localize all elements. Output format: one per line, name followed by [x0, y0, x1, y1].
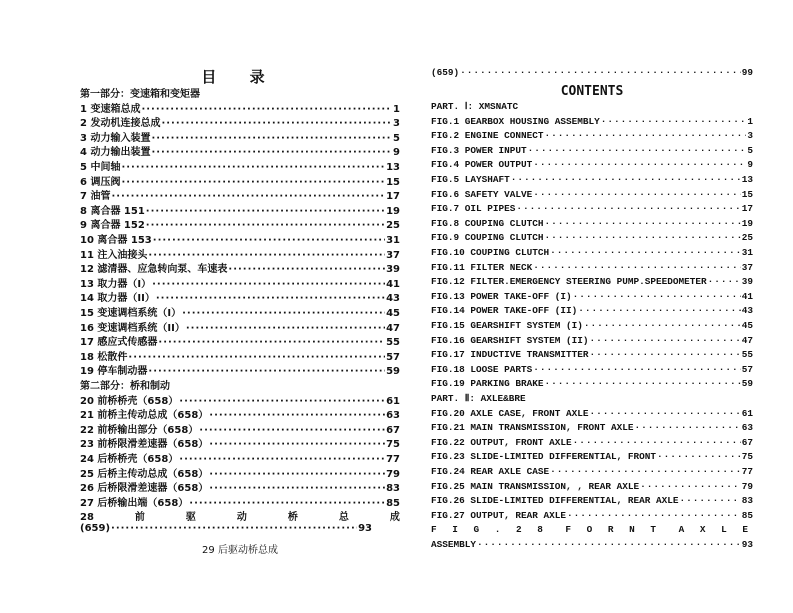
dot-leader [151, 147, 392, 158]
entry-title: 25 后桥主传动总成（658） [80, 468, 209, 480]
entry-page: 31 [386, 235, 400, 246]
dot-leader [228, 264, 385, 275]
entry-title: FIG.22 OUTPUT, FRONT AXLE [431, 436, 572, 448]
entry-title: 13 取力器（I） [80, 278, 152, 290]
entry-title-part: 驱 [185, 512, 196, 523]
entry-page: 17 [386, 191, 400, 202]
dot-leader [199, 425, 385, 436]
dot-leader [533, 159, 746, 170]
entry-page: 57 [741, 363, 753, 375]
entry-title-part: 前 [134, 512, 145, 523]
dot-leader [209, 469, 385, 480]
entry-page: 63 [386, 410, 400, 421]
toc-entry[interactable] [80, 421, 400, 436]
entry-title: FIG.6 SAFETY VALVE [431, 188, 533, 200]
entry-page: 1 [393, 103, 400, 115]
dot-leader [156, 293, 385, 304]
toc-entry-fig28[interactable] [431, 524, 753, 539]
entry-page: 43 [741, 305, 753, 317]
entry-page: 45 [741, 320, 753, 331]
entry-page: 13 [741, 174, 753, 185]
entry-page: 9 [393, 147, 400, 158]
toc-entry[interactable] [431, 159, 753, 174]
toc-entry[interactable] [431, 276, 753, 291]
toc-entry[interactable] [431, 349, 753, 364]
dot-leader [567, 510, 741, 521]
entry-title: 20 前桥桥壳（658） [80, 395, 179, 407]
entry-page: 25 [386, 220, 400, 231]
toc-entry[interactable] [431, 422, 753, 437]
entry-page: 47 [386, 322, 400, 334]
toc-entry[interactable] [431, 481, 753, 496]
entry-title: FIG.8 COUPING CLUTCH [431, 217, 544, 229]
entry-page: 55 [741, 349, 753, 361]
entry-title: 6 调压阀 [80, 176, 121, 188]
entry-title: FIG.27 OUTPUT, REAR AXLE [431, 509, 567, 521]
dot-leader [128, 352, 385, 363]
toc-entry[interactable] [431, 291, 753, 306]
dot-leader [528, 145, 747, 156]
entry-title: FIG.5 LAYSHAFT [431, 174, 510, 185]
toc-entry[interactable] [80, 129, 400, 144]
toc-entry[interactable] [431, 451, 753, 466]
entry-title-part: 总 [338, 512, 349, 523]
toc-entry[interactable] [431, 189, 753, 204]
entry-title: 1 变速箱总成 [80, 103, 141, 115]
entry-page: 39 [741, 276, 753, 288]
entry-title: FIG.20 AXLE CASE, FRONT AXLE [431, 407, 589, 419]
dot-leader [511, 174, 741, 185]
toc-entry[interactable] [80, 494, 400, 509]
dot-leader [186, 323, 385, 334]
entry-title: FIG.23 SLIDE-LIMITED DIFFERENTIAL, FRONT [431, 451, 657, 463]
entry-title: 15 变速调档系统（I） [80, 308, 182, 319]
entry-title-part: F I G . 2 8 [431, 524, 548, 536]
entry-title: 8 离合器 151 [80, 205, 145, 217]
entry-title: 12 滤清器、应急转向泵、车速表 [80, 264, 228, 275]
dot-leader [590, 335, 741, 346]
dot-leader [148, 366, 385, 377]
entry-title: FIG.16 GEARSHIFT SYSTEM (II) [431, 334, 589, 346]
toc-title-english: CONTENTS [560, 84, 624, 99]
dot-leader [545, 130, 747, 141]
dot-leader [189, 498, 385, 509]
toc-entry-659-rear[interactable] [431, 67, 753, 82]
entry-title: FIG.10 COUPING CLUTCH [431, 247, 550, 258]
entry-page: 5 [393, 132, 400, 144]
entry-page: 13 [386, 162, 400, 173]
entry-title: 3 动力输入装置 [80, 132, 151, 144]
toc-entry[interactable] [80, 435, 400, 450]
entry-title: FIG.12 FILTER.EMERGENCY STEERING PUMP.SPEEDOMETER [431, 276, 707, 288]
entry-title: FIG.13 POWER TAKE-OFF (I) [431, 290, 572, 302]
entry-title: FIG.19 PARKING BRAKE [431, 378, 544, 390]
entry-page: 5 [747, 144, 753, 156]
entry-title: 16 变速调档系统（II） [80, 322, 185, 334]
dot-leader [146, 220, 385, 231]
entry-page: 57 [386, 351, 400, 363]
dot-leader [158, 337, 385, 348]
entry-title: FIG.14 POWER TAKE-OFF (II) [431, 305, 578, 317]
entry-page: 63 [741, 422, 753, 434]
toc-entry[interactable] [431, 408, 753, 423]
entry-title-part: 成 [389, 512, 400, 523]
entry-title: PART. Ⅰ: XMSNATC [431, 101, 519, 112]
toc-entry[interactable] [80, 348, 400, 363]
entry-title: FIG.9 COUPING CLUTCH [431, 232, 544, 244]
entry-title: FIG.11 FILTER NECK [431, 261, 533, 273]
dot-leader [635, 422, 741, 433]
entry-page: 15 [741, 188, 753, 200]
entry-title-part: F O R N T [565, 524, 662, 536]
entry-title: FIG.4 POWER OUTPUT [431, 159, 533, 171]
entry-title: FIG.2 ENGINE CONNECT [431, 130, 544, 142]
toc-entry[interactable] [80, 202, 400, 217]
toc-entry[interactable] [431, 218, 753, 233]
entry-title: FIG.1 GEARBOX HOUSING ASSEMBLY [431, 115, 600, 127]
part-heading [80, 85, 400, 100]
entry-page: 75 [386, 439, 400, 450]
entry-title: ASSEMBLY [431, 539, 477, 550]
entry-title: 14 取力器（II） [80, 293, 155, 304]
entry-page: 77 [741, 466, 753, 477]
entry-title: 第二部分：桥和制动 [80, 381, 170, 392]
dot-leader [545, 218, 741, 229]
dot-leader [640, 481, 741, 492]
dot-leader [545, 378, 741, 389]
toc-entry[interactable] [80, 231, 400, 246]
toc-entry[interactable] [80, 362, 400, 377]
toc-entry[interactable] [431, 466, 753, 481]
toc-entry[interactable] [80, 275, 400, 290]
entry-title: FIG.7 OIL PIPES [431, 203, 516, 215]
entry-title: FIG.15 GEARSHIFT SYSTEM (I) [431, 320, 583, 331]
entry-page: 67 [386, 424, 400, 436]
entry-title: FIG.24 REAR AXLE CASE [431, 466, 550, 477]
entry-page: 17 [741, 203, 753, 215]
toc-entry[interactable] [431, 320, 753, 335]
entry-title: FIG.18 LOOSE PARTS [431, 363, 533, 375]
entry-page: 3 [747, 130, 753, 142]
entry-page: 25 [741, 232, 753, 244]
toc-entry[interactable] [80, 479, 400, 494]
dot-leader [657, 451, 741, 462]
part-heading [431, 393, 753, 408]
entry-page: 61 [386, 395, 400, 407]
dot-leader [590, 408, 741, 419]
entry-page: 3 [393, 118, 400, 129]
toc-entry[interactable] [80, 114, 400, 129]
dot-leader [209, 410, 385, 421]
entry-title: 23 前桥限滑差速器（658） [80, 439, 209, 450]
entry-page: 19 [741, 217, 753, 229]
toc-entry[interactable] [431, 116, 753, 131]
entry-title: FIG.26 SLIDE-LIMITED DIFFERENTIAL, REAR AXLE [431, 495, 679, 507]
toc-entry[interactable] [431, 335, 753, 350]
toc-entry[interactable] [431, 364, 753, 379]
dot-leader [111, 191, 385, 202]
entry-page: 37 [386, 249, 400, 261]
entry-page: 19 [386, 205, 400, 217]
dot-leader [533, 364, 740, 375]
dot-leader [161, 118, 392, 129]
dot-leader [153, 235, 385, 246]
dot-leader [680, 495, 741, 506]
dot-leader [601, 116, 747, 127]
toc-entry[interactable] [431, 130, 753, 145]
toc-entry[interactable] [80, 333, 400, 348]
toc-entry[interactable] [431, 262, 753, 277]
entry-page: 31 [741, 247, 753, 258]
dot-leader [533, 262, 740, 273]
dot-leader [209, 483, 385, 494]
toc-entry[interactable] [431, 203, 753, 218]
dot-leader [573, 437, 741, 448]
entry-page: 85 [386, 497, 400, 509]
dot-leader [179, 396, 385, 407]
entry-title: 11 注入油接头 [80, 249, 148, 261]
toc-entry[interactable] [431, 232, 753, 247]
entry-title: FIG.21 MAIN TRANSMISSION, FRONT AXLE [431, 422, 634, 434]
entry-page: 93 [741, 539, 753, 550]
toc-entry[interactable] [80, 143, 400, 158]
entry-page: 61 [741, 407, 753, 419]
entry-title: 10 离合器 153 [80, 235, 152, 246]
entry-page: 79 [741, 480, 753, 492]
dot-leader [141, 104, 392, 115]
toc-entry[interactable] [431, 145, 753, 160]
dot-leader [179, 454, 385, 465]
toc-entry[interactable] [80, 304, 400, 319]
dot-leader [121, 177, 385, 188]
dot-leader [209, 439, 385, 450]
toc-entry[interactable] [80, 173, 400, 188]
entry-page: 77 [386, 454, 400, 465]
entry-title: 22 前桥输出部分（658） [80, 424, 199, 436]
entry-title: 29 后驱动桥总成 [202, 544, 278, 556]
toc-entry[interactable] [80, 392, 400, 407]
entry-title: (659) [431, 67, 460, 78]
toc-entry[interactable] [431, 510, 753, 525]
toc-entry[interactable] [80, 216, 400, 231]
entry-title: FIG.25 MAIN TRANSMISSION, , REAR AXLE [431, 480, 640, 492]
dot-leader [590, 349, 741, 360]
entry-page: 79 [386, 468, 400, 480]
entry-page: 93 [358, 523, 372, 534]
toc-entry[interactable] [431, 495, 753, 510]
dot-leader [578, 305, 740, 316]
toc-entry[interactable] [80, 319, 400, 334]
toc-entry[interactable] [80, 450, 400, 465]
toc-entry[interactable] [80, 100, 400, 115]
entry-title: 27 后桥输出端（658） [80, 497, 189, 509]
entry-title-part: A X L E [678, 524, 753, 536]
toc-entry[interactable] [80, 158, 400, 173]
dot-leader [152, 279, 385, 290]
dot-leader [708, 276, 741, 287]
part-heading [80, 377, 400, 392]
entry-page: 47 [741, 334, 753, 346]
entry-title: 19 停车制动器 [80, 366, 148, 377]
dot-leader [584, 320, 741, 331]
toc-entry[interactable] [80, 289, 400, 304]
toc-entry-28-cont[interactable] [80, 523, 372, 538]
toc-entry[interactable] [80, 246, 400, 261]
entry-page: 45 [386, 308, 400, 319]
entry-title: 24 后桥桥壳（658） [80, 454, 179, 465]
entry-title-part: 桥 [287, 512, 298, 523]
dot-leader [533, 189, 740, 200]
dot-leader [477, 539, 741, 550]
entry-page: 37 [741, 261, 753, 273]
entry-title: FIG.3 POWER INPUT [431, 144, 527, 156]
entry-page: 15 [386, 176, 400, 188]
entry-page: 41 [741, 290, 753, 302]
entry-page: 85 [741, 509, 753, 521]
dot-leader [516, 203, 740, 214]
toc-entry-fig28-cont[interactable] [431, 539, 753, 554]
toc-entry[interactable] [80, 465, 400, 480]
toc-entry-29[interactable] [80, 541, 400, 556]
entry-title: 5 中间轴 [80, 162, 121, 173]
toc-entry[interactable] [431, 437, 753, 452]
part-heading [431, 101, 753, 116]
toc-entry[interactable] [431, 305, 753, 320]
entry-page: 83 [386, 483, 400, 494]
toc-entry[interactable] [80, 406, 400, 421]
toc-entry[interactable] [431, 247, 753, 262]
entry-title: (659) [80, 523, 111, 534]
dot-leader [460, 67, 741, 78]
entry-title: 2 发动机连接总成 [80, 118, 161, 129]
entry-page: 39 [386, 264, 400, 275]
entry-title: FIG.17 INDUCTIVE TRANSMITTER [431, 349, 589, 361]
dot-leader [148, 250, 385, 261]
dot-leader [151, 133, 392, 144]
entry-page: 55 [386, 337, 400, 348]
entry-page: 1 [747, 115, 753, 127]
dot-leader [550, 247, 741, 258]
entry-page: 83 [741, 495, 753, 507]
toc-title-chinese: 目 录 [201, 68, 279, 86]
entry-title: 26 后桥限滑差速器（658） [80, 483, 209, 494]
entry-title: 4 动力输出装置 [80, 147, 151, 158]
toc-entry[interactable] [431, 174, 753, 189]
entry-page: 75 [741, 451, 753, 463]
dot-leader [182, 308, 385, 319]
dot-leader [111, 523, 357, 534]
entry-page: 67 [741, 436, 753, 448]
entry-title: 9 离合器 152 [80, 220, 145, 231]
entry-page: 41 [386, 278, 400, 290]
entry-title: 21 前桥主传动总成（658） [80, 410, 209, 421]
entry-page: 99 [741, 67, 753, 78]
toc-entry-28[interactable] [80, 508, 400, 523]
toc-entry[interactable] [80, 260, 400, 275]
toc-entry[interactable] [80, 187, 400, 202]
entry-page: 59 [386, 366, 400, 377]
entry-title: PART. Ⅱ: AXLE&BRE [431, 393, 526, 404]
dot-leader [545, 232, 741, 243]
toc-entry[interactable] [431, 378, 753, 393]
entry-title-part: 28 [80, 512, 94, 523]
dot-leader [573, 291, 741, 302]
entry-title: 17 感应式传感器 [80, 337, 158, 348]
entry-title-part: 动 [236, 512, 247, 523]
entry-title: 7 油管 [80, 191, 111, 202]
dot-leader [146, 206, 385, 217]
entry-page: 43 [386, 293, 400, 304]
dot-leader [550, 466, 741, 477]
entry-page: 59 [741, 378, 753, 390]
entry-title: 第一部分：变速箱和变矩器 [80, 89, 200, 100]
entry-title: 18 松散件 [80, 351, 128, 363]
entry-page: 9 [747, 159, 753, 171]
dot-leader [121, 162, 385, 173]
